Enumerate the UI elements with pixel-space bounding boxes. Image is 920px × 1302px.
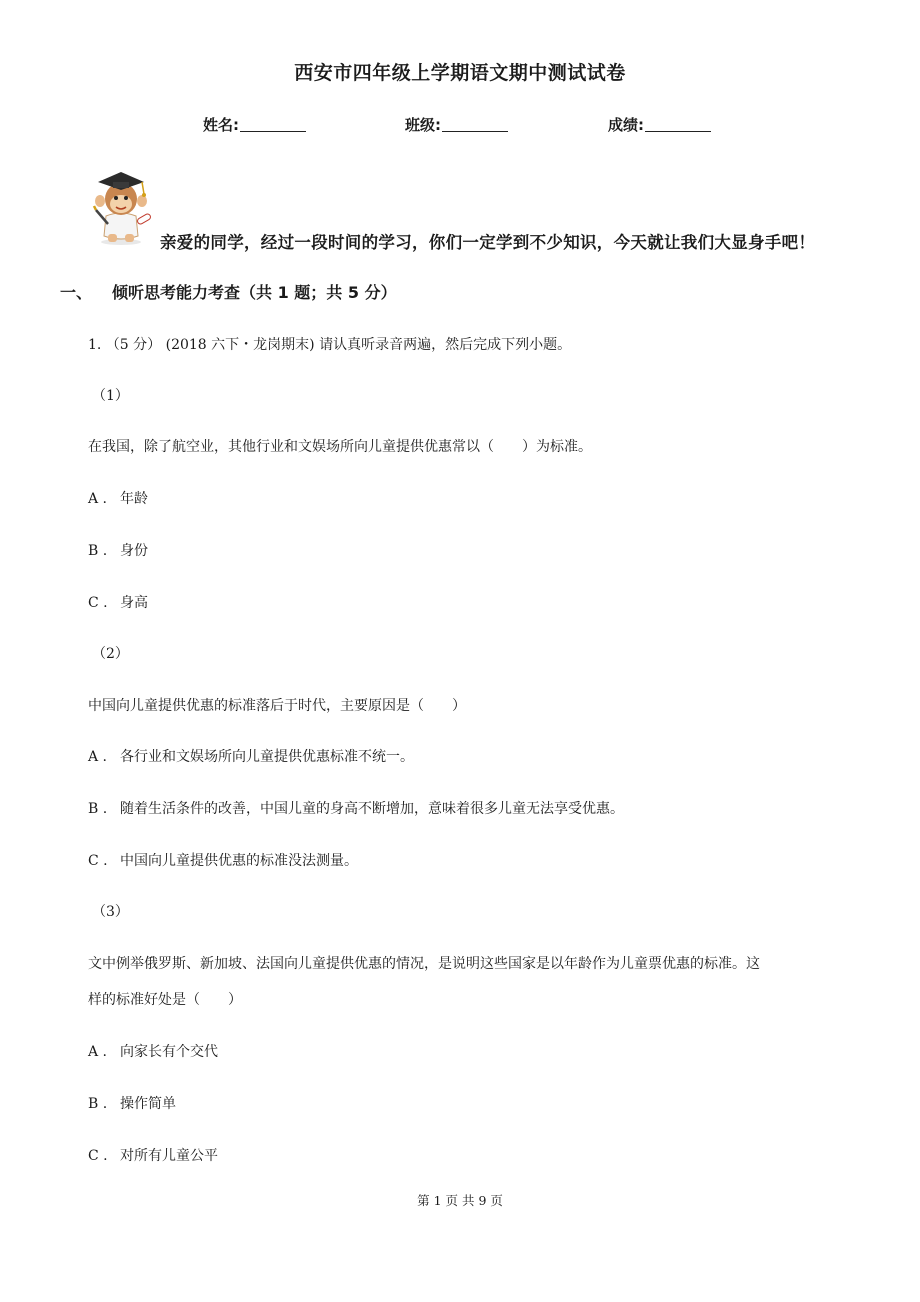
part-1-option-a (88, 488, 148, 508)
section-number: 一、 (60, 283, 93, 302)
option-letter: B . (88, 543, 108, 559)
graduate-mascot-icon (88, 166, 154, 246)
option-text: 操作简单 (120, 1096, 176, 1112)
option-letter: B . (88, 1096, 108, 1112)
part-2-option-b (88, 798, 624, 818)
option-text: 对所有儿童公平 (120, 1148, 218, 1164)
option-text: 年龄 (120, 491, 148, 507)
option-letter: C . (88, 853, 108, 869)
option-text: 各行业和文娱场所向儿童提供优惠标准不统一。 (120, 749, 414, 765)
greeting-text: 亲爱的同学，经过一段时间的学习，你们一定学到不少知识，今天就让我们大显身手吧！ (160, 233, 816, 252)
part-2-text: 中国向儿童提供优惠的标准落后于时代，主要原因是（ ） (88, 698, 466, 714)
option-letter: B . (88, 801, 108, 817)
name-blank (240, 116, 306, 132)
part-3-option-b (88, 1093, 176, 1113)
part-2-option-a (88, 746, 414, 766)
class-field (405, 114, 508, 135)
score-field (608, 114, 711, 135)
page-footer: 第 1 页 共 9 页 (417, 1193, 503, 1208)
option-letter: A . (88, 1044, 108, 1060)
option-text: 中国向儿童提供优惠的标准没法测量。 (120, 853, 358, 869)
part-3-label: （3） (92, 904, 129, 920)
part-1-option-c (88, 592, 148, 612)
name-label: 姓名: (203, 116, 239, 134)
section-heading (60, 280, 397, 303)
option-letter: A . (88, 491, 108, 507)
part-1-label: （1） (92, 388, 129, 404)
score-blank (645, 116, 711, 132)
page-title: 西安市四年级上学期语文期中测试试卷 (294, 62, 626, 84)
question-stem: 1. （5 分） (2018 六下・龙岗期末) 请认真听录音两遍，然后完成下列小题。 (88, 337, 572, 353)
option-text: 身份 (120, 543, 148, 559)
part-1-text: 在我国，除了航空业，其他行业和文娱场所向儿童提供优惠常以（ ）为标准。 (88, 439, 592, 455)
part-3-option-a (88, 1041, 218, 1061)
section-title: 倾听思考能力考查（共 1 题；共 5 分） (112, 283, 397, 302)
part-2-label: （2） (92, 646, 129, 662)
name-field (203, 114, 306, 135)
option-letter: C . (88, 595, 108, 611)
part-3-option-c (88, 1145, 218, 1165)
part-2-option-c (88, 850, 358, 870)
option-letter: C . (88, 1148, 108, 1164)
class-blank (442, 116, 508, 132)
part-3-text-line-1: 文中例举俄罗斯、新加坡、法国向儿童提供优惠的情况，是说明这些国家是以年龄作为儿童票优惠的标准。这 (88, 956, 760, 972)
option-text: 随着生活条件的改善，中国儿童的身高不断增加，意味着很多儿童无法享受优惠。 (120, 801, 624, 817)
part-1-option-b (88, 540, 148, 560)
part-3-text-line-2: 样的标准好处是（ ） (88, 992, 242, 1008)
score-label: 成绩: (608, 116, 644, 134)
option-text: 向家长有个交代 (120, 1044, 218, 1060)
option-text: 身高 (120, 595, 148, 611)
class-label: 班级: (405, 116, 441, 134)
option-letter: A . (88, 749, 108, 765)
